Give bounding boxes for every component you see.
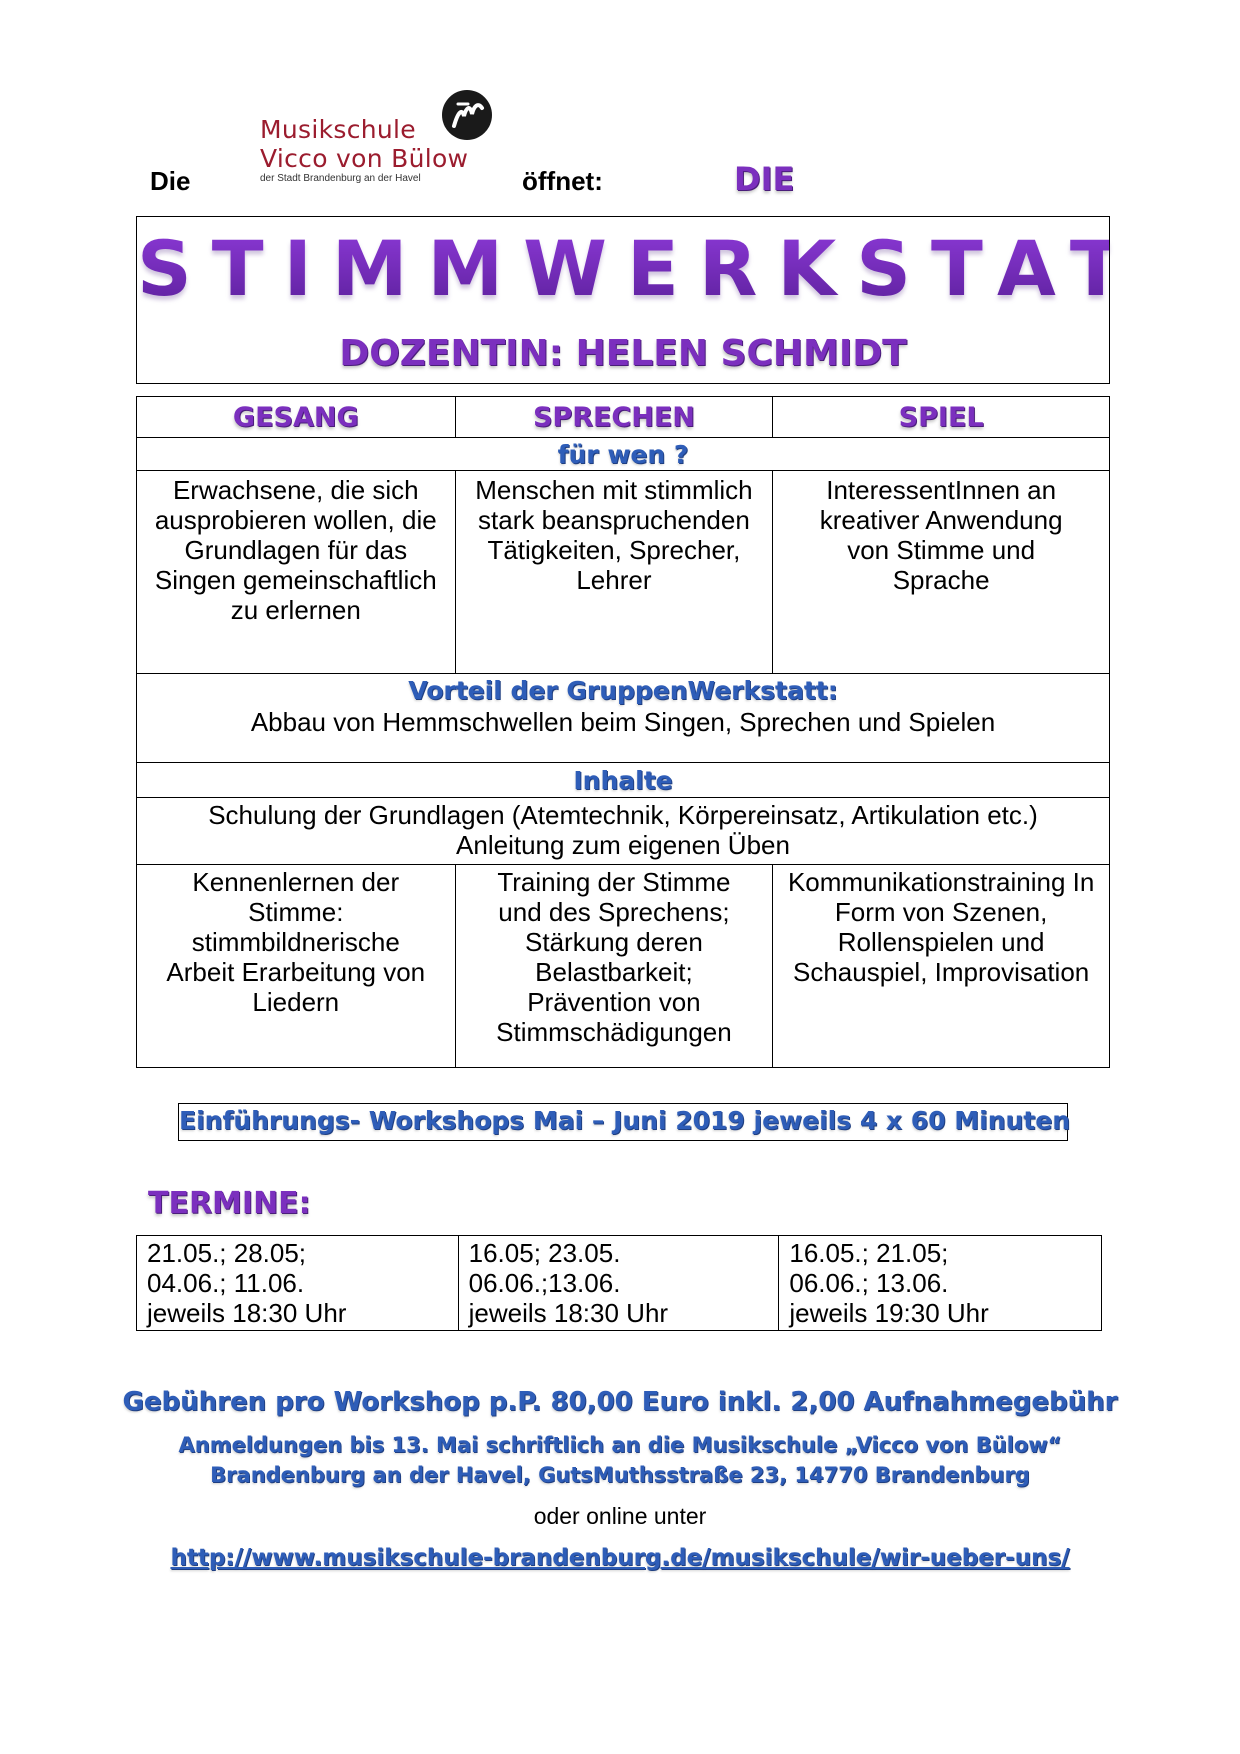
details-spiel: Kommunikationstraining In Form von Szenen, Rollenspielen und Schauspiel, Improvisation <box>787 867 1095 987</box>
contents-line1: Schulung der Grundlagen (Atemtechnik, Körpereinsatz, Artikulation etc.) <box>208 800 1038 830</box>
termin-2-line2: 06.06.;13.06. <box>468 1268 621 1298</box>
advantage-text: Abbau von Hemmschwellen beim Singen, Sprechen und Spielen <box>250 707 996 737</box>
musikschule-logo-mark-icon <box>442 90 492 140</box>
for-whom-spiel: InteressentInnen an kreativer Anwendung von Stimme und Sprache <box>819 475 1063 595</box>
column-spiel: SPIEL <box>898 401 984 433</box>
course-table <box>136 396 1110 1068</box>
termin-2-line1: 16.05; 23.05. <box>468 1238 621 1268</box>
header-article: DIE <box>734 160 795 198</box>
title-box <box>136 216 1216 384</box>
column-sprechen: SPRECHEN <box>532 401 695 433</box>
termin-1-line1: 21.05.; 28.05; <box>147 1238 307 1268</box>
column-gesang: GESANG <box>232 401 359 433</box>
logo-line3: der Stadt Brandenburg an der Havel <box>260 173 421 184</box>
page-title: STIMMWERKSTATT <box>137 224 1216 313</box>
termin-2-line3: jeweils 18:30 Uhr <box>468 1298 669 1328</box>
registration-line2: Brandenburg an der Havel, GutsMuthsstraße 23, 14770 Brandenburg <box>210 1463 1030 1487</box>
termin-3-line3: jeweils 19:30 Uhr <box>789 1298 989 1328</box>
for-whom-gesang: Erwachsene, die sich ausprobieren wollen, die Grundlagen für das Singen gemeinschaftlich zu erlernen <box>154 475 437 625</box>
details-sprechen: Training der Stimme und des Sprechens; Stärkung deren Belastbarkeit; Prävention von Stimmschädigungen <box>496 867 732 1047</box>
logo-line1: Musikschule <box>260 115 416 144</box>
header-verb: öffnet: <box>522 166 603 196</box>
details-gesang: Kennenlernen der Stimme: stimmbildnerische Arbeit Erarbeitung von Liedern <box>166 867 426 1017</box>
school-logo <box>260 115 468 184</box>
workshop-banner: Einführungs- Workshops Mai – Juni 2019 jeweils 4 x 60 Minuten <box>179 1106 1070 1135</box>
contents-line2: Anleitung zum eigenen Üben <box>456 830 790 860</box>
registration-line1: Anmeldungen bis 13. Mai schriftlich an die Musikschule „Vicco von Bülow“ <box>178 1433 1062 1457</box>
termin-1-line2: 04.06.; 11.06. <box>147 1268 305 1298</box>
fees-text: Gebühren pro Workshop p.P. 80,00 Euro inkl. 2,00 Aufnahmegebühr <box>122 1387 1118 1417</box>
for-whom-sprechen: Menschen mit stimmlich stark beanspruchenden Tätigkeiten, Sprecher, Lehrer <box>475 475 753 595</box>
online-text: oder online unter <box>533 1503 707 1529</box>
registration-link[interactable]: http://www.musikschule-brandenburg.de/musikschule/wir-ueber-uns/ <box>170 1545 1070 1571</box>
contents-heading: Inhalte <box>573 765 673 795</box>
termin-3-line2: 06.06.; 13.06. <box>789 1268 949 1298</box>
termin-3-line1: 16.05.; 21.05; <box>789 1238 949 1268</box>
advantage-heading: Vorteil der GruppenWerkstatt: <box>408 676 838 705</box>
workshop-banner-box <box>178 1103 1068 1141</box>
termine-table <box>136 1235 1102 1331</box>
for-whom-heading: für wen ? <box>557 439 689 469</box>
termin-1-line3: jeweils 18:30 Uhr <box>147 1298 347 1328</box>
header-prefix: Die <box>150 166 191 196</box>
logo-line2: Vicco von Bülow <box>260 144 469 173</box>
page-subtitle: DOZENTIN: HELEN SCHMIDT <box>339 333 907 374</box>
termine-heading: TERMINE: <box>148 1186 311 1221</box>
